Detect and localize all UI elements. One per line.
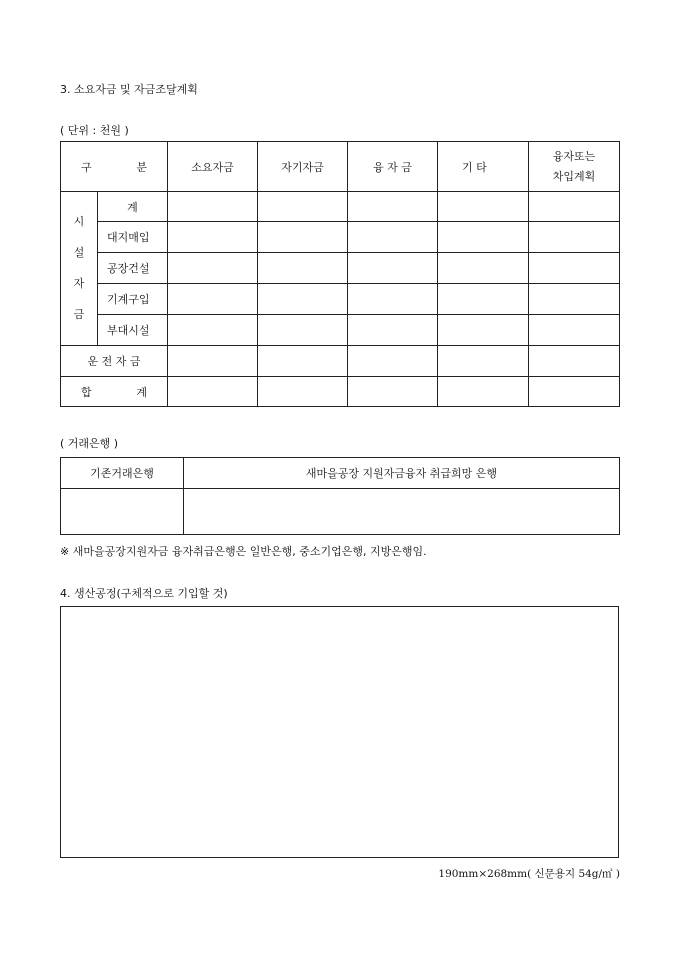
banks-table bbox=[60, 457, 620, 535]
category-header: 구 분 bbox=[61, 142, 168, 192]
col-header-loan-plan: 융자또는 차입계획 bbox=[529, 142, 620, 192]
cell[interactable] bbox=[168, 253, 258, 284]
funding-plan-table bbox=[60, 141, 620, 407]
cell-desired-bank[interactable] bbox=[184, 489, 620, 535]
cell[interactable] bbox=[438, 315, 529, 346]
cell[interactable] bbox=[348, 192, 438, 222]
cell[interactable] bbox=[348, 284, 438, 315]
cell[interactable] bbox=[348, 222, 438, 253]
cell[interactable] bbox=[348, 346, 438, 377]
row-label-subtotal: 계 bbox=[98, 192, 168, 222]
table-row bbox=[61, 346, 620, 377]
production-process-box[interactable] bbox=[60, 606, 619, 858]
row-label-machinery: 기계구입 bbox=[98, 284, 168, 315]
cell[interactable] bbox=[258, 222, 348, 253]
cell[interactable] bbox=[438, 284, 529, 315]
cell[interactable] bbox=[258, 253, 348, 284]
table-row bbox=[61, 284, 620, 315]
banks-note: ※ 새마을공장지원자금 융자취급은행은 일반은행, 중소기업은행, 지방은행임. bbox=[60, 545, 427, 558]
table-row bbox=[61, 489, 620, 535]
table-row bbox=[61, 192, 620, 222]
cell[interactable] bbox=[529, 253, 620, 284]
cell[interactable] bbox=[168, 284, 258, 315]
row-label-auxiliary: 부대시설 bbox=[98, 315, 168, 346]
section4-title: 4. 생산공정(구체적으로 기입할 것) bbox=[60, 587, 228, 600]
cell[interactable] bbox=[438, 346, 529, 377]
cell[interactable] bbox=[168, 222, 258, 253]
cell[interactable] bbox=[168, 315, 258, 346]
cell[interactable] bbox=[529, 192, 620, 222]
cell[interactable] bbox=[258, 284, 348, 315]
table-row bbox=[61, 315, 620, 346]
col-header-other: 기 타 bbox=[438, 142, 529, 192]
table-header-row bbox=[61, 142, 620, 192]
row-label-land: 대지매입 bbox=[98, 222, 168, 253]
cell[interactable] bbox=[348, 315, 438, 346]
cell[interactable] bbox=[438, 253, 529, 284]
cell[interactable] bbox=[438, 222, 529, 253]
paper-spec: 190mm×268mm( 신문용지 54g/㎡ ) bbox=[438, 868, 620, 880]
row-label-factory: 공장건설 bbox=[98, 253, 168, 284]
table-row bbox=[61, 253, 620, 284]
cell[interactable] bbox=[258, 377, 348, 407]
col-header-required: 소요자금 bbox=[168, 142, 258, 192]
col-header-loan: 융 자 금 bbox=[348, 142, 438, 192]
col-header-desired-bank: 새마을공장 지원자금융자 취급희망 은행 bbox=[184, 458, 620, 489]
cell-existing-bank[interactable] bbox=[61, 489, 184, 535]
cell[interactable] bbox=[168, 377, 258, 407]
cell[interactable] bbox=[529, 284, 620, 315]
cell[interactable] bbox=[529, 222, 620, 253]
section3-title: 3. 소요자금 및 자금조달계획 bbox=[60, 83, 198, 96]
cell[interactable] bbox=[438, 377, 529, 407]
row-label-working-capital: 운 전 자 금 bbox=[61, 346, 168, 377]
cell[interactable] bbox=[168, 192, 258, 222]
table-row bbox=[61, 222, 620, 253]
row-label-total: 합 계 bbox=[61, 377, 168, 407]
cell[interactable] bbox=[168, 346, 258, 377]
cell[interactable] bbox=[258, 192, 348, 222]
cell[interactable] bbox=[529, 346, 620, 377]
cell[interactable] bbox=[258, 315, 348, 346]
cell[interactable] bbox=[348, 377, 438, 407]
cell[interactable] bbox=[529, 377, 620, 407]
cell[interactable] bbox=[348, 253, 438, 284]
col-header-existing-bank: 기존거래은행 bbox=[61, 458, 184, 489]
cell[interactable] bbox=[258, 346, 348, 377]
table-header-row bbox=[61, 458, 620, 489]
cell[interactable] bbox=[529, 315, 620, 346]
cell[interactable] bbox=[438, 192, 529, 222]
col-header-own-funds: 자기자금 bbox=[258, 142, 348, 192]
table-row bbox=[61, 377, 620, 407]
unit-note: ( 단위 : 천원 ) bbox=[60, 124, 129, 137]
facility-funds-label: 시 설 자 금 bbox=[61, 192, 98, 346]
banks-title: ( 거래은행 ) bbox=[60, 437, 119, 450]
